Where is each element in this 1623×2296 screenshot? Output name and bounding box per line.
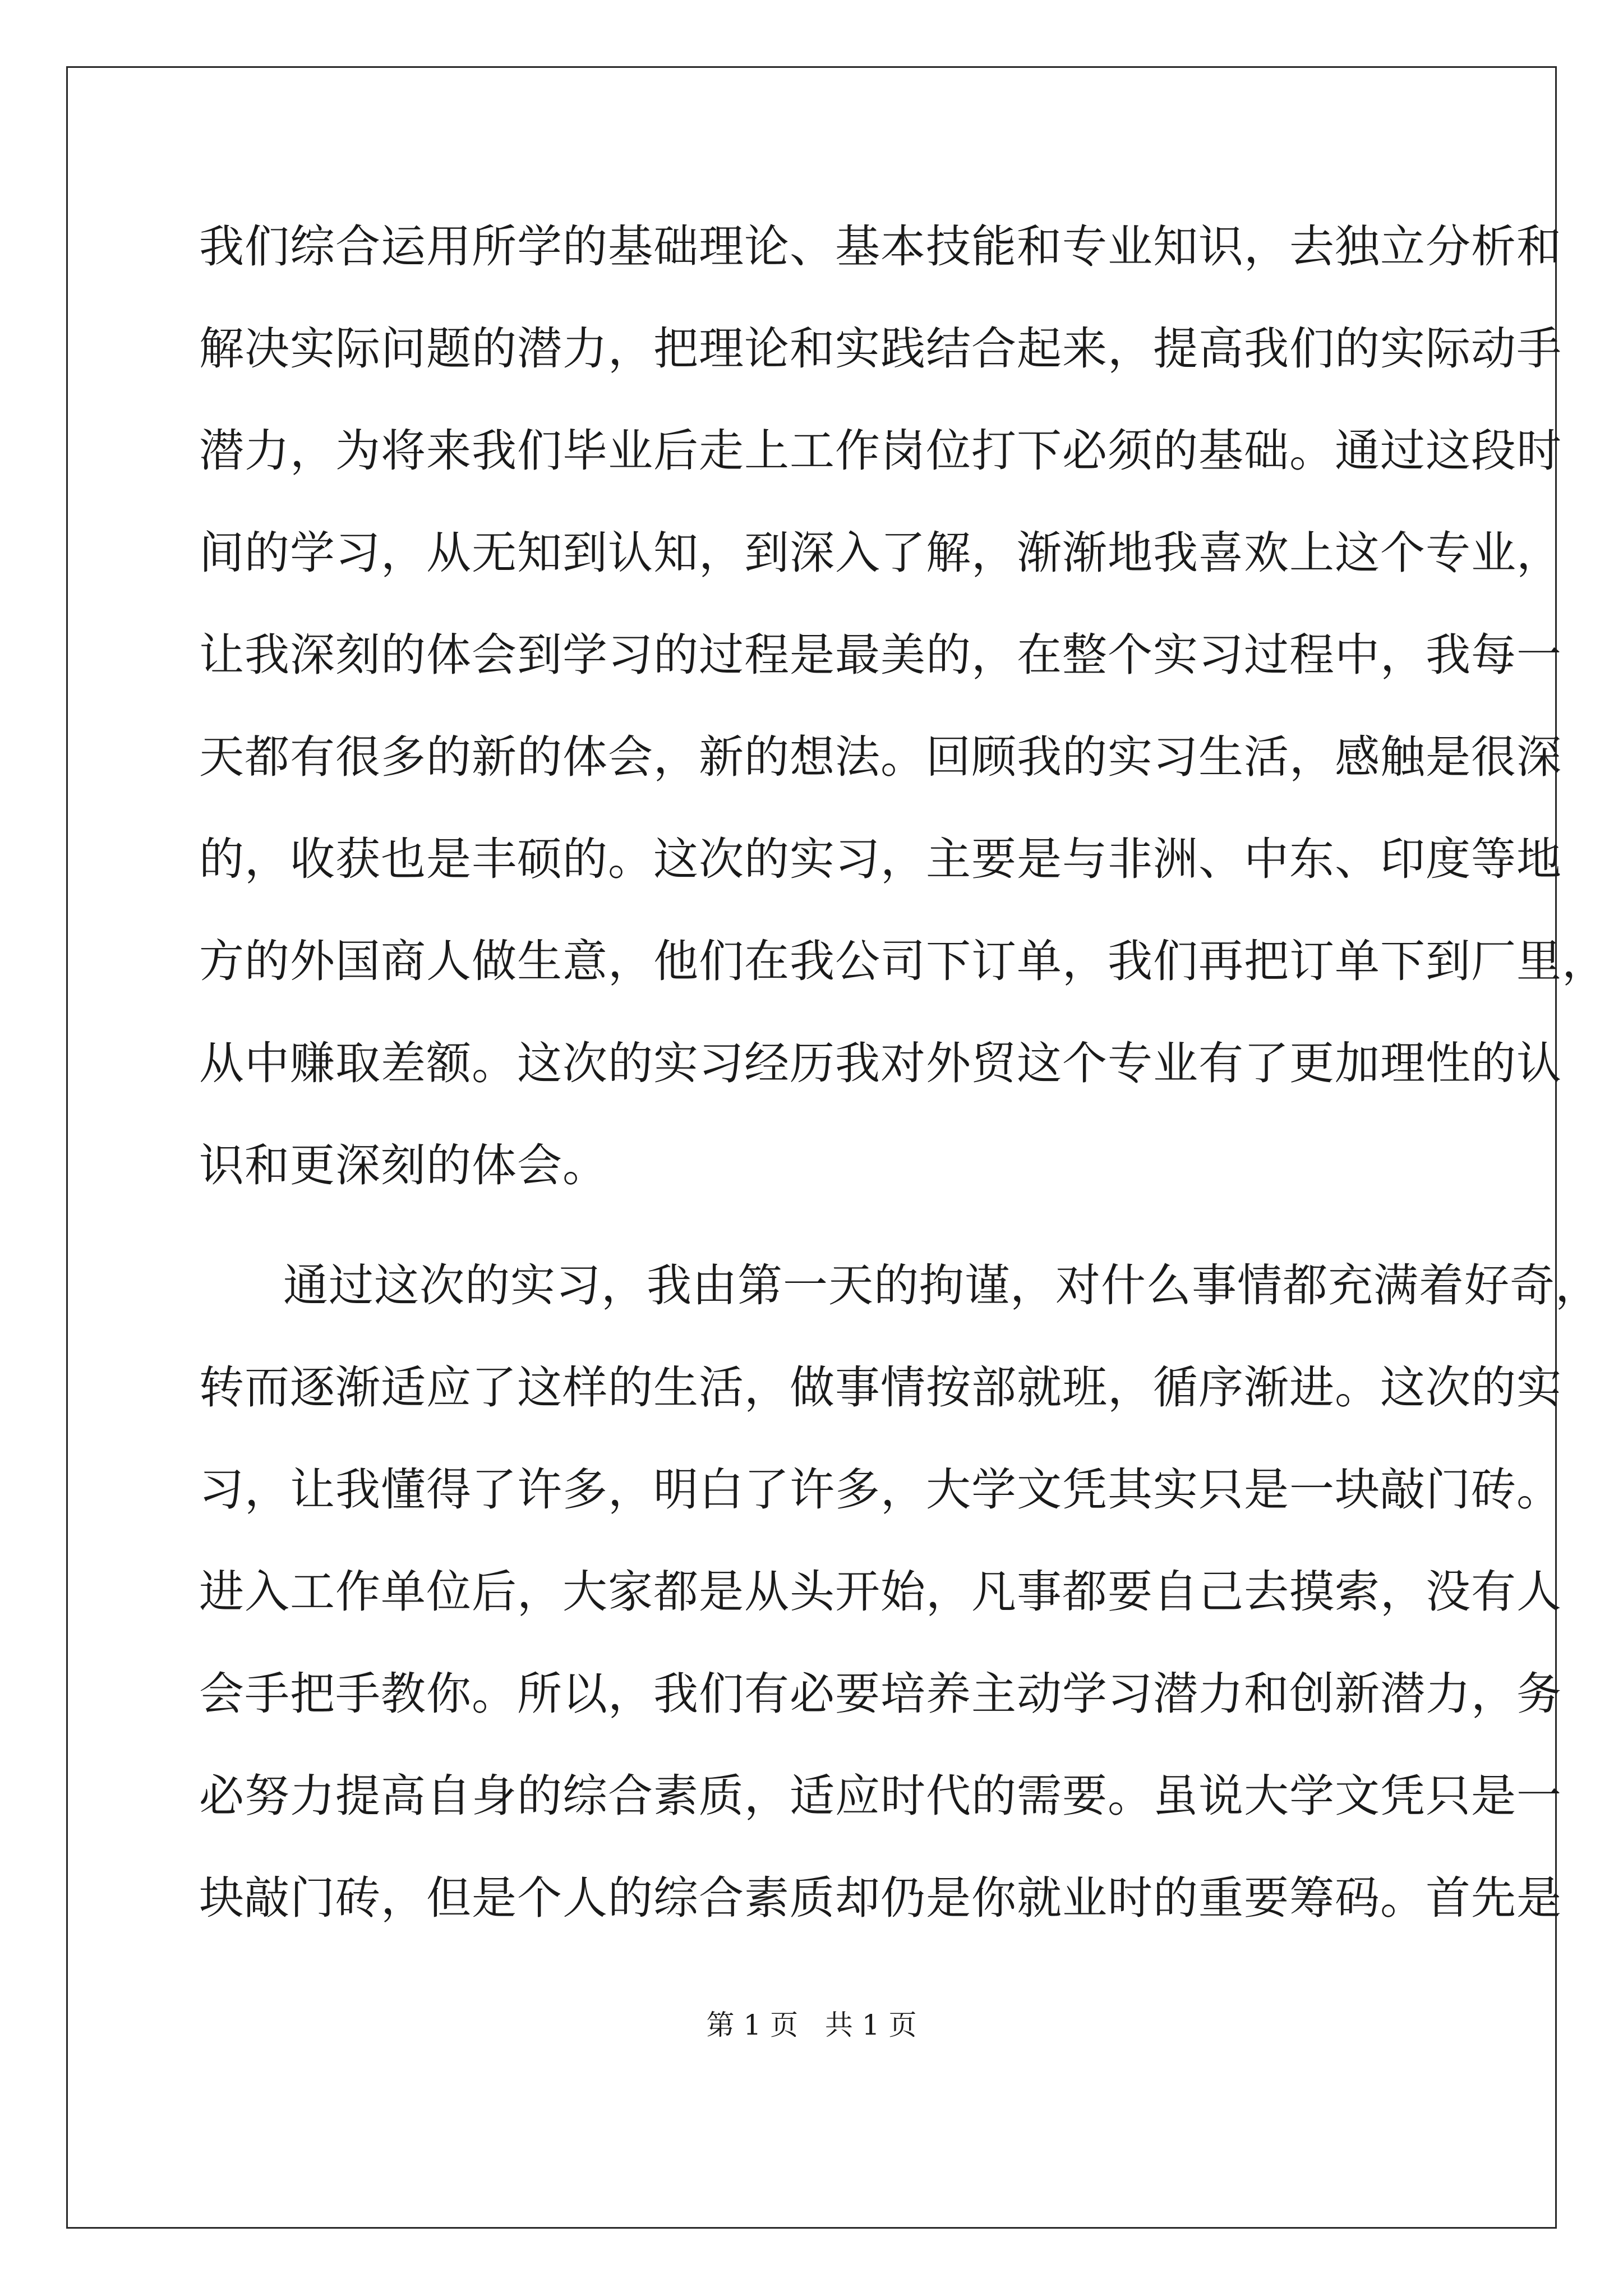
text-line: 进入工作单位后，大家都是从头开始，凡事都要自己去摸索，没有人 [199,1566,1562,1618]
text-line: 从中赚取差额。这次的实习经历我对外贸这个专业有了更加理性的认 [199,1037,1562,1089]
text-line: 会手把手教你。所以，我们有必要培养主动学习潜力和创新潜力，务 [199,1668,1562,1720]
text-line: 让我深刻的体会到学习的过程是最美的，在整个实习过程中，我每一 [199,629,1562,681]
text-line: 转而逐渐适应了这样的生活，做事情按部就班，循序渐进。这次的实 [199,1361,1562,1414]
page-number: 第 1 页 [706,2009,799,2041]
paragraph-2 [199,1246,1601,1961]
text-line: 必努力提高自身的综合素质，适应时代的需要。虽说大学文凭只是一 [199,1770,1562,1822]
paragraph-1 [199,208,1607,1228]
page-total: 共 1 页 [824,2009,917,2041]
text-line: 解决实际问题的潜力，把理论和实践结合起来，提高我们的实际动手 [199,323,1562,375]
text-line: 识和更深刻的体会。 [199,1139,608,1191]
text-line: 间的学习，从无知到认知，到深入了解，渐渐地我喜欢上这个专业， [199,527,1562,579]
text-line: 习，让我懂得了许多，明白了许多，大学文凭其实只是一块敲门砖。 [199,1464,1562,1516]
text-line-indented: 通过这次的实习，我由第一天的拘谨，对什么事情都充满着好奇， [283,1259,1601,1312]
text-line: 块敲门砖，但是个人的综合素质却仍是你就业时的重要筹码。首先是 [199,1872,1562,1924]
text-line: 的，收获也是丰硕的。这次的实习，主要是与非洲、中东、印度等地 [199,833,1562,885]
text-line: 我们综合运用所学的基础理论、基本技能和专业知识，去独立分析和 [199,220,1562,273]
paragraph-gap [199,1228,1433,1246]
page-footer [0,2008,1623,2042]
text-line: 方的外国商人做生意，他们在我公司下订单，我们再把订单下到厂里， [199,935,1607,987]
text-line: 潜力，为将来我们毕业后走上工作岗位打下必须的基础。通过这段时 [199,425,1562,477]
document-body [199,208,1607,1961]
text-line: 天都有很多的新的体会，新的想法。回顾我的实习生活，感触是很深 [199,731,1562,783]
